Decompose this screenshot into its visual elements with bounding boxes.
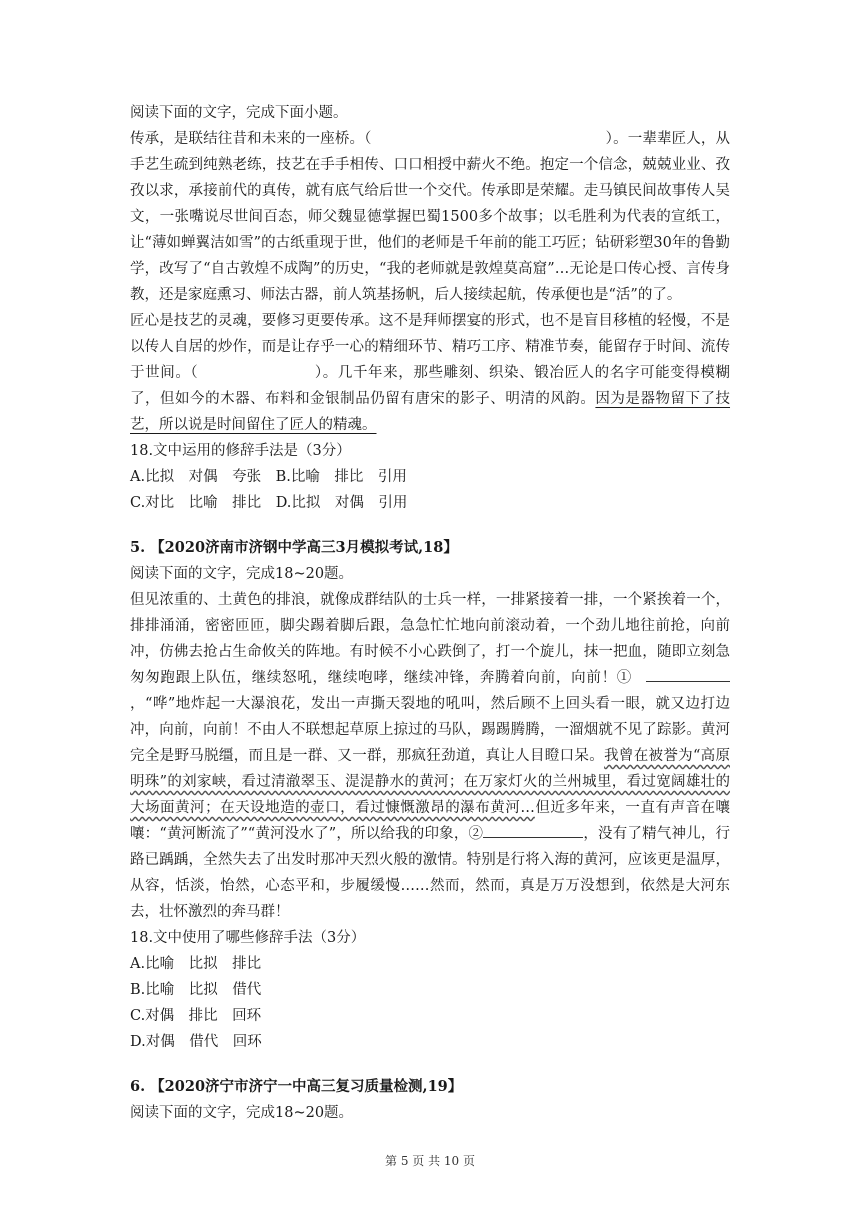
section2-option-c: C.对偶 排比 回环 [130, 1008, 262, 1024]
section2-paragraph [130, 587, 730, 925]
answer-blank-1 [646, 667, 730, 682]
wavy-underlined-sentence: 我曾在被誉为“高原明珠”的刘家峡，看过清澈翠玉、湜湜静水的黄河；在万家灯火的兰州城里，看过宽阔雄壮的大场面黄河；在天设地造的壶口，看过慷慨激昂的瀑布黄河… [130, 748, 730, 816]
section2-text-c: 但近多年来，一直有声音在嚷嚷：“黄河断流了”“黄河没水了”，所以给我的印象，② [130, 800, 731, 842]
para2-text-b: ）。几千年来，那些雕刻、织染、锻冶匠人的名字可能变得模糊了，但如今的木器、布料和金银制品仍留有唐宋的影子、明清的风韵。 [130, 365, 730, 407]
section3-intro: 阅读下面的文字，完成18~20题。 [130, 1105, 354, 1121]
section1-options-row-1 [130, 464, 730, 490]
para1-text-b: ）。一辈辈匠人，从手艺生疏到纯熟老练，技艺在手手相传、口口相授中薪火不绝。抱定一个信念，兢兢业业、孜孜以求，承接前代的真传，就有底气给后世一个交代。传承即是荣耀。走马镇民间故事传人吴文，一张嘴说尽世间百态，师父魏显德掌握巴蜀1500多个故事；以毛胜利为代表的宣纸工，让“薄如蝉翼洁如雪”的古纸重现于世，他们的老师是千年前的能工巧匠；钻研彩塑30年的鲁勤学，改写了“自古敦煌不成陶”的历史，“我的老师就是敦煌莫高窟”…无论是口传心授、言传身教，还是家庭熏习、师法古器，前人筑基扬帆，后人接续起航，传承便也是“活”的了。 [130, 131, 731, 303]
section2-option-a: A.比喻 比拟 排比 [130, 956, 262, 972]
section1-question: 18.文中运用的修辞手法是（3分） [130, 443, 351, 459]
section2-option-b: B.比喻 比拟 借代 [130, 982, 262, 998]
option-c: C.对比 比喻 排比 [130, 495, 262, 511]
option-d: D.比拟 对偶 引用 [275, 495, 408, 511]
section2-text-b: ，“哗”地炸起一大瀑浪花，发出一声撕天裂地的吼叫，然后顾不上回头看一眼，就又边打边冲，向前，向前！不由人不联想起草原上掠过的马队，踢踢腾腾，一溜烟就不见了踪影。黄河完全是野马脱缰，而且是一群、又一群，那疯狂劲道，真让人目瞪口呆。 [130, 696, 730, 764]
document-page [130, 100, 730, 1126]
section3-heading: 6. 【2020济宁市济宁一中高三复习质量检测,19】 [130, 1078, 463, 1095]
section2-text-d: ，没有了精气神儿，行路已踽踽，全然失去了出发时那冲天烈火般的激情。特别是行将入海的黄河，应该更是温厚，从容，恬淡，怡然，心态平和，步履缓慢……然而，然而，真是万万没想到，依然是大河东去，壮怀激烈的奔马群！ [130, 826, 730, 920]
section2-intro: 阅读下面的文字，完成18~20题。 [130, 566, 354, 582]
para2-text-a: 匠心是技艺的灵魂，要修习更要传承。这不是拜师摆宴的形式，也不是盲目移植的轻慢，不是以传人自居的炒作，而是让存乎一心的精细环节、精巧工序、精准节奏，能留存于时间、流传于世间。（ [130, 313, 730, 381]
section2-option-d: D.对偶 借代 回环 [130, 1034, 262, 1050]
section1-paragraph-1 [130, 126, 730, 308]
section2-heading: 5. 【2020济南市济钢中学高三3月模拟考试,18】 [130, 539, 458, 556]
page-footer: 第 5 页 共 10 页 [385, 1154, 475, 1168]
option-a: A.比拟 对偶 夸张 [130, 469, 262, 485]
section2-question: 18.文中使用了哪些修辞手法（3分） [130, 930, 366, 946]
section1-intro: 阅读下面的文字，完成下面小题。 [130, 105, 348, 121]
para1-text-a: 传承，是联结往昔和未来的一座桥。（ [130, 131, 372, 147]
section1-paragraph-2 [130, 308, 730, 438]
underlined-sentence: 因为是器物留下了技艺，所以说是时间留住了匠人的精魂。 [130, 391, 731, 433]
answer-blank-2 [483, 823, 583, 838]
section1-options-row-2 [130, 490, 730, 516]
option-b: B.比喻 排比 引用 [275, 469, 407, 485]
section2-text-a: 但见浓重的、土黄色的排浪，就像成群结队的士兵一样，一排紧接着一排，一个紧挨着一个，排排涌涌，密密匝匝，脚尖踢着脚后跟，急急忙忙地向前滚动着，一个劲儿地往前抢，向前冲，仿佛去抢占生命攸关的阵地。有时候不小心跌倒了，打一个旋儿，抹一把血，随即立刻急匆匆跑跟上队伍，继续怒吼，继续咆哮，继续冲锋，奔腾着向前，向前！① [130, 592, 730, 686]
